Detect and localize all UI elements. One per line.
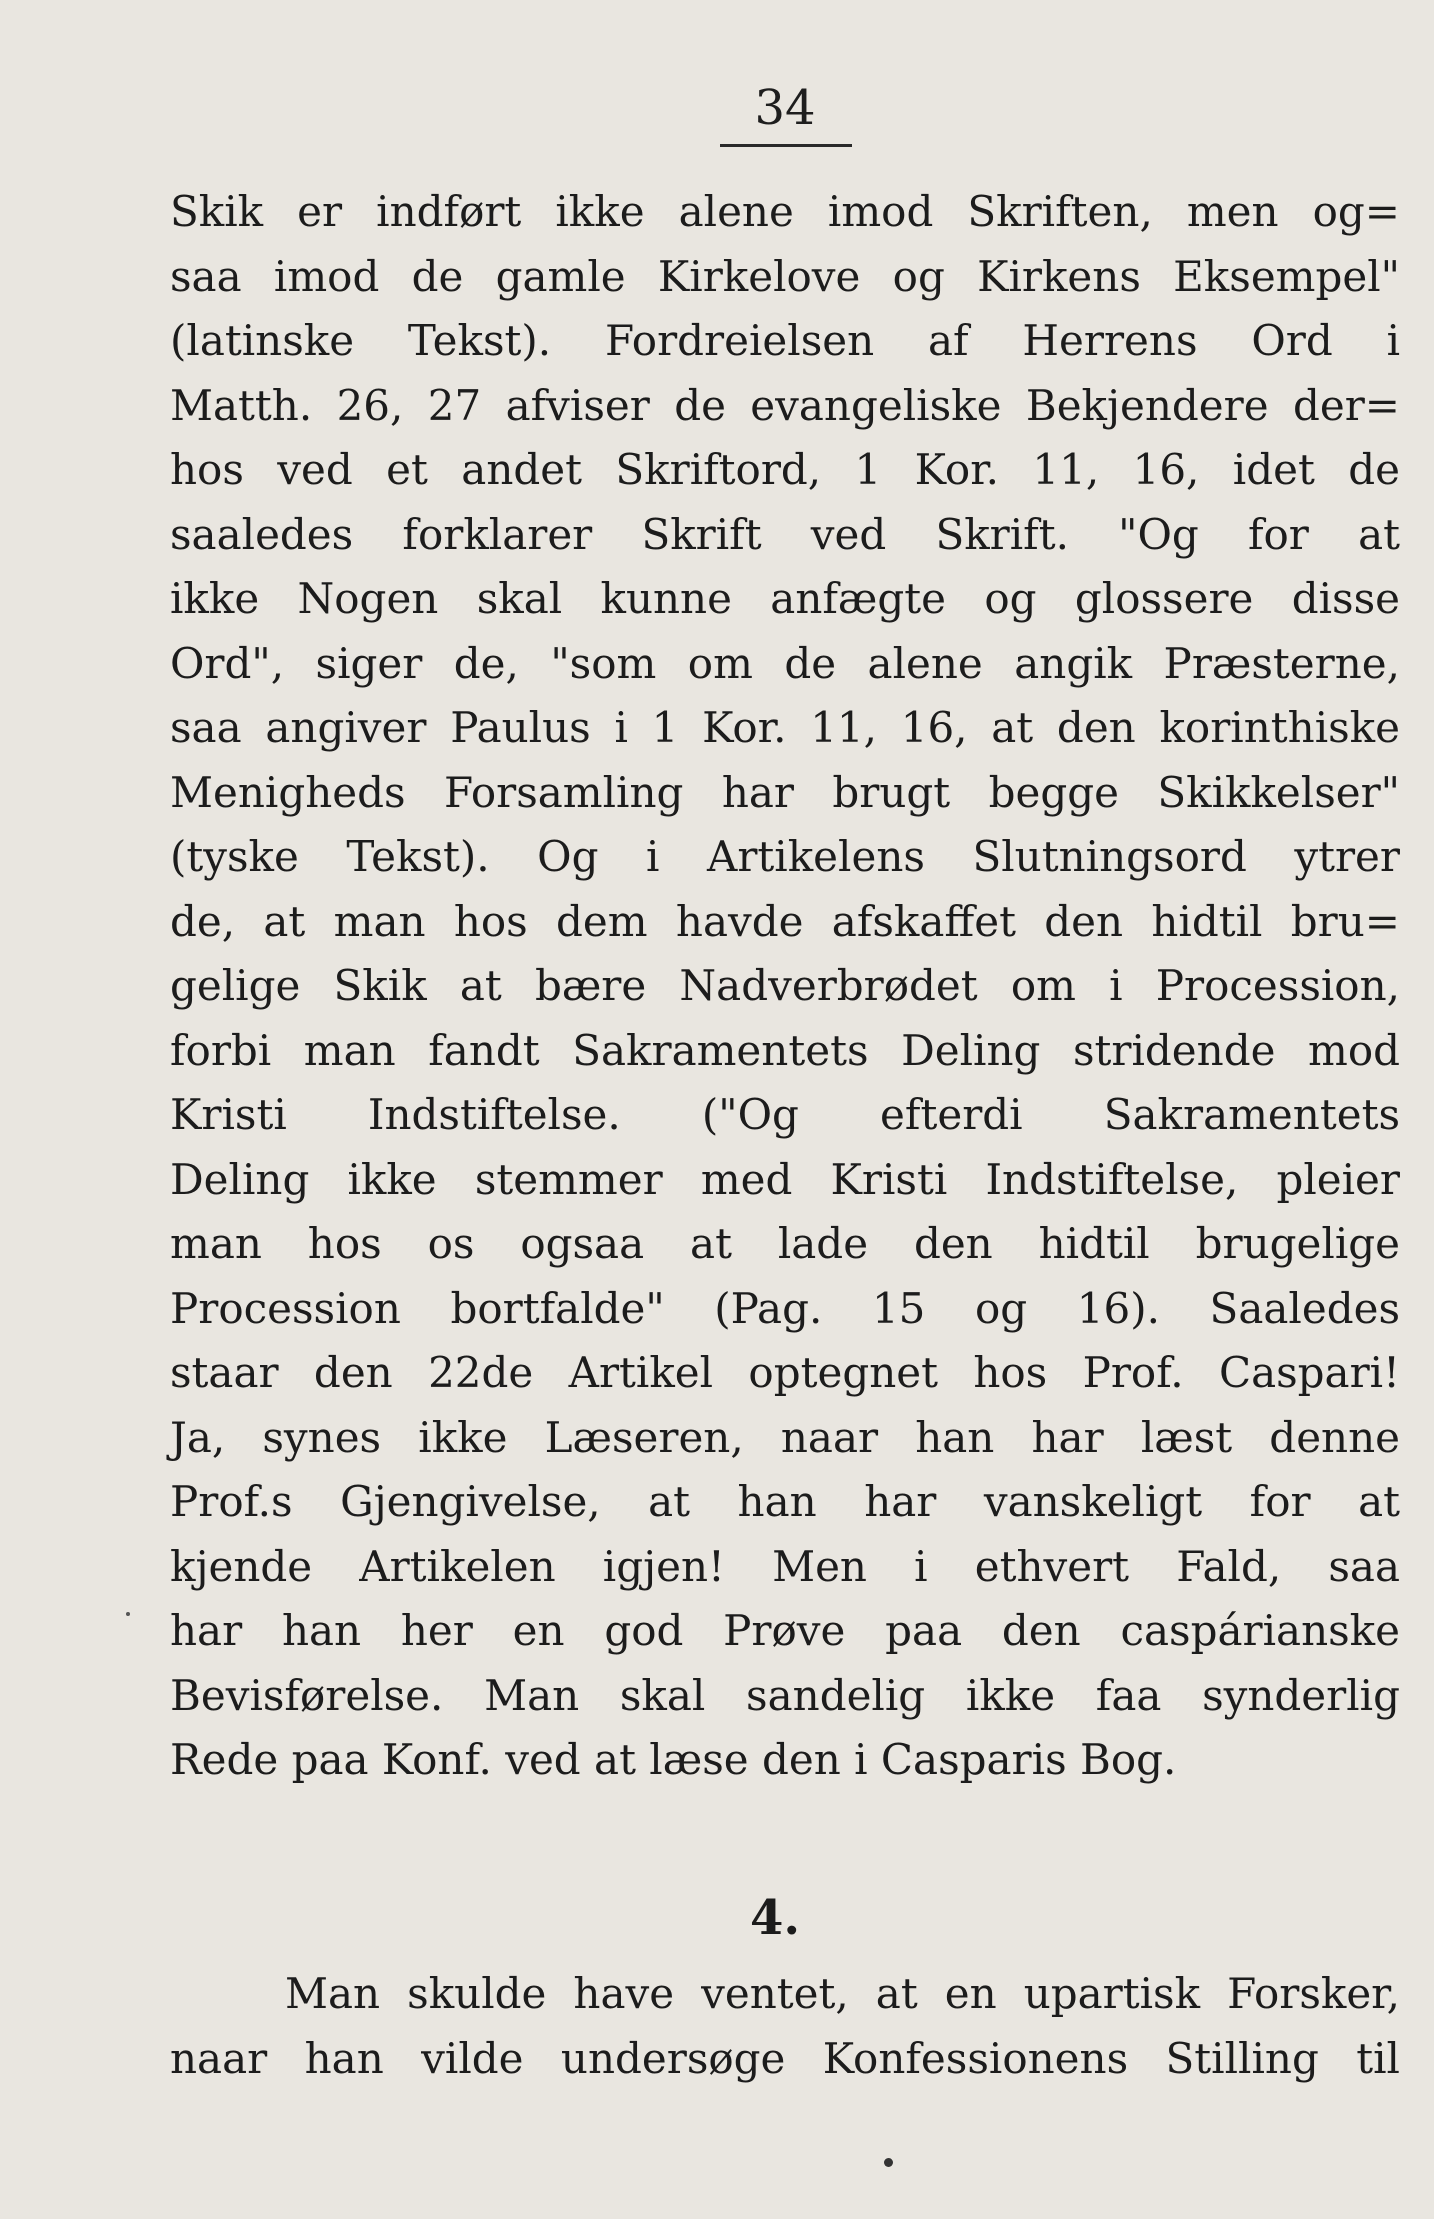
page-number: 34 — [754, 80, 816, 136]
text-line: Bevisførelse. Man skal sandelig ikke faa synderlig — [170, 1670, 1400, 1720]
text-line: Man skulde have ventet, at en upartisk Forsker, — [285, 1969, 1400, 2018]
print-speck — [126, 1612, 130, 1616]
text-line: Procession bortfalde" (Pag. 15 og 16). Saaledes — [170, 1283, 1400, 1333]
page-number-rule — [720, 144, 852, 147]
text-line: naar han vilde undersøge Konfessionens Stilling til — [170, 2033, 1400, 2083]
print-speck — [884, 2158, 893, 2167]
body-text — [170, 180, 1400, 1793]
text-line: kjende Artikelen igjen! Men i ethvert Fald, saa — [170, 1541, 1400, 1591]
text-line: Kristi Indstiftelse. ("Og efterdi Sakramentets — [170, 1090, 1400, 1139]
text-line: Deling ikke stemmer med Kristi Indstiftelse, pleier — [170, 1154, 1400, 1204]
text-line: Skik er indført ikke alene imod Skriften, men og= — [170, 187, 1400, 236]
text-line: (latinske Tekst). Fordreielsen af Herrens Ord i — [170, 316, 1400, 365]
section4-text — [170, 1962, 1400, 2091]
text-line: saa imod de gamle Kirkelove og Kirkens Eksempel" — [170, 251, 1400, 301]
text-line: Menigheds Forsamling har brugt begge Skikkelser" — [170, 767, 1400, 817]
text-line: de, at man hos dem havde afskaffet den hidtil bru= — [170, 896, 1400, 946]
text-line: man hos os ogsaa at lade den hidtil brugelige — [170, 1219, 1400, 1268]
text-line: forbi man fandt Sakramentets Deling stridende mod — [170, 1025, 1400, 1075]
text-line: saaledes forklarer Skrift ved Skrift. "Og for at — [170, 509, 1400, 559]
text-line: Matth. 26, 27 afviser de evangeliske Bekjendere der= — [170, 380, 1400, 430]
text-line: (tyske Tekst). Og i Artikelens Slutningsord ytrer — [170, 832, 1400, 881]
section-heading: 4. — [749, 1890, 801, 1946]
text-line: staar den 22de Artikel optegnet hos Prof. Caspari! — [170, 1348, 1400, 1397]
text-line: gelige Skik at bære Nadverbrødet om i Procession, — [170, 961, 1400, 1010]
text-line: saa angiver Paulus i 1 Kor. 11, 16, at den korinthiske — [170, 703, 1400, 752]
text-line: hos ved et andet Skriftord, 1 Kor. 11, 16, idet de — [170, 445, 1400, 494]
text-line: ikke Nogen skal kunne anfægte og glossere disse — [170, 574, 1400, 623]
text-line: Ord", siger de, "som om de alene angik Præsterne, — [170, 638, 1400, 688]
text-line: Ja, synes ikke Læseren, naar han har læst denne — [170, 1412, 1400, 1462]
text-line: har han her en god Prøve paa den caspárianske — [170, 1606, 1400, 1655]
text-line: Prof.s Gjengivelse, at han har vanskeligt for at — [170, 1477, 1400, 1526]
text-line: Rede paa Konf. ved at læse den i Casparis Bog. — [170, 1735, 1177, 1784]
